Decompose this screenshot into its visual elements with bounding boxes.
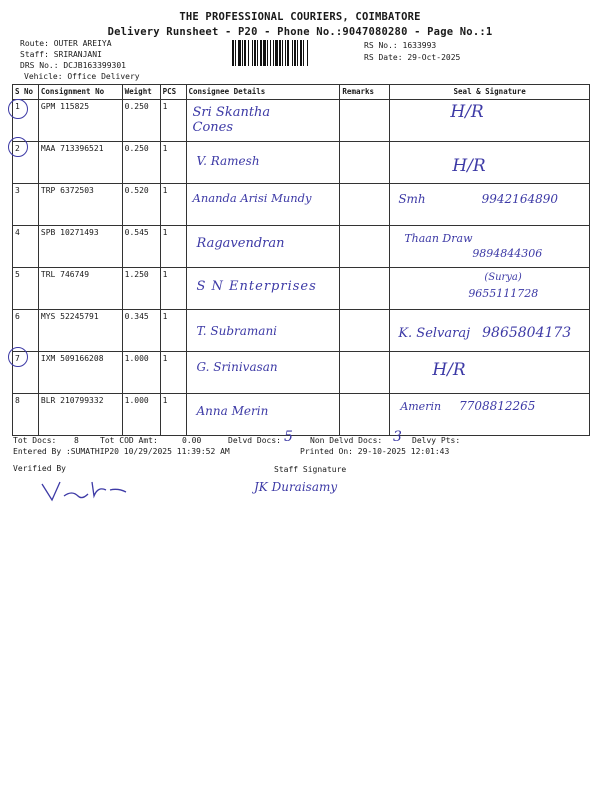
cell-pcs: 1	[160, 142, 186, 184]
signature-handwriting: Smh	[398, 192, 426, 206]
cell-signature	[390, 394, 590, 436]
cell-signature	[390, 268, 590, 310]
verified-signature	[38, 476, 130, 506]
col-consignment: Consignment No	[38, 85, 122, 100]
staff-signature-label: Staff Signature	[274, 465, 347, 474]
cell-remarks	[340, 184, 390, 226]
table-row	[13, 352, 590, 394]
vehicle-label: Vehicle: Office Delivery	[24, 72, 140, 81]
cell-sno: 2	[13, 142, 39, 184]
cell-signature	[390, 226, 590, 268]
table-row	[13, 142, 590, 184]
cell-signature	[390, 100, 590, 142]
consignee-handwriting: Sri Skantha Cones	[192, 105, 271, 135]
signature-handwriting: (Surya)	[484, 272, 522, 283]
cell-sno: 8	[13, 394, 39, 436]
signature-handwriting: H/R	[432, 360, 466, 380]
cell-pcs: 1	[160, 310, 186, 352]
total-docs-value: 8	[74, 436, 79, 445]
cell-consignee	[186, 394, 340, 436]
cell-weight: 1.000	[122, 352, 160, 394]
cell-consignment: MAA 713396521	[38, 142, 122, 184]
total-cod-value: 0.00	[182, 436, 202, 445]
route-label: Route: OUTER AREIYA	[20, 39, 112, 48]
signature-handwriting: Thaan Draw	[404, 232, 473, 245]
phone-handwriting: 9865804173	[482, 325, 572, 341]
table-row	[13, 268, 590, 310]
delivered-docs-value: 5	[284, 429, 293, 445]
cell-pcs: 1	[160, 352, 186, 394]
cell-weight: 0.250	[122, 100, 160, 142]
runsheet-table	[12, 84, 590, 436]
ink-circle-mark	[8, 347, 28, 367]
cell-consignment: TRL 746749	[38, 268, 122, 310]
non-delivered-docs-label: Non Delvd Docs:	[310, 436, 383, 445]
cell-consignee	[186, 142, 340, 184]
col-weight: Weight	[122, 85, 160, 100]
rs-date: RS Date: 29-Oct-2025	[364, 53, 461, 62]
cell-pcs: 1	[160, 226, 186, 268]
cell-consignment: TRP 6372503	[38, 184, 122, 226]
barcode	[232, 40, 356, 66]
drs-number: DRS No.: DCJB163399301	[20, 61, 126, 70]
verified-by-label: Verified By	[13, 464, 66, 473]
cell-remarks	[340, 226, 390, 268]
col-signature: Seal & Signature	[390, 85, 590, 100]
delivery-points-label: Delvy Pts:	[412, 436, 461, 445]
cell-remarks	[340, 268, 390, 310]
col-remarks: Remarks	[340, 85, 390, 100]
staff-signature: JK Duraisamy	[254, 480, 338, 494]
cell-signature	[390, 352, 590, 394]
delivered-docs-label: Delvd Docs:	[228, 436, 281, 445]
signature-handwriting: H/R	[452, 156, 486, 176]
cell-weight: 1.000	[122, 394, 160, 436]
cell-weight: 1.250	[122, 268, 160, 310]
entered-by: Entered By :SUMATHIP20 10/29/2025 11:39:52 AM	[13, 447, 230, 456]
cell-consignee	[186, 268, 340, 310]
rs-number: RS No.: 1633993	[364, 41, 437, 50]
cell-sno: 5	[13, 268, 39, 310]
consignee-handwriting: Anna Merin	[196, 404, 269, 418]
cell-consignee	[186, 184, 340, 226]
cell-consignment: GPM 115825	[38, 100, 122, 142]
phone-handwriting: 9942164890	[481, 192, 558, 206]
signature-handwriting: H/R	[450, 102, 484, 122]
cell-sno: 6	[13, 310, 39, 352]
table-row	[13, 100, 590, 142]
cell-pcs: 1	[160, 268, 186, 310]
cell-remarks	[340, 142, 390, 184]
non-delivered-docs-value: 3	[393, 429, 402, 445]
cell-consignee	[186, 352, 340, 394]
col-pcs: PCS	[160, 85, 186, 100]
consignee-handwriting: S N Enterprises	[196, 279, 317, 294]
cell-remarks	[340, 100, 390, 142]
cell-signature	[390, 184, 590, 226]
cell-signature	[390, 142, 590, 184]
printed-on: Printed On: 29-10-2025 12:01:43	[300, 447, 450, 456]
signature-handwriting: K. Selvaraj	[398, 326, 471, 341]
cell-pcs: 1	[160, 184, 186, 226]
staff-label: Staff: SRIRANJANI	[20, 50, 102, 59]
consignee-handwriting: V. Ramesh	[196, 154, 260, 168]
cell-consignment: IXM 509166208	[38, 352, 122, 394]
cell-weight: 0.250	[122, 142, 160, 184]
cell-consignment: BLR 210799332	[38, 394, 122, 436]
cell-remarks	[340, 310, 390, 352]
cell-weight: 0.345	[122, 310, 160, 352]
company-title: THE PROFESSIONAL COURIERS, COIMBATORE	[179, 11, 421, 23]
cell-weight: 0.520	[122, 184, 160, 226]
cell-remarks	[340, 394, 390, 436]
cell-consignee	[186, 310, 340, 352]
table-row	[13, 310, 590, 352]
table-header	[13, 85, 590, 100]
consignee-handwriting: G. Srinivasan	[196, 360, 278, 374]
cell-consignee	[186, 100, 340, 142]
cell-consignee	[186, 226, 340, 268]
cell-signature	[390, 310, 590, 352]
col-sno: S No	[13, 85, 39, 100]
consignee-handwriting: Ananda Arisi Mundy	[192, 191, 312, 205]
phone-handwriting: 7708812265	[459, 399, 536, 413]
ink-circle-mark	[8, 99, 28, 119]
consignee-handwriting: T. Subramani	[196, 324, 278, 338]
cell-sno: 4	[13, 226, 39, 268]
cell-pcs: 1	[160, 100, 186, 142]
cell-weight: 0.545	[122, 226, 160, 268]
table-row	[13, 184, 590, 226]
phone-handwriting: 9655111728	[468, 287, 539, 300]
cell-sno: 3	[13, 184, 39, 226]
cell-consignment: SPB 10271493	[38, 226, 122, 268]
table-row	[13, 394, 590, 436]
cell-remarks	[340, 352, 390, 394]
signature-handwriting: Amerin	[400, 400, 442, 413]
phone-handwriting: 9894844306	[472, 247, 543, 260]
consignee-handwriting: Ragavendran	[196, 236, 285, 251]
cell-consignment: MYS 52245791	[38, 310, 122, 352]
cell-sno: 1	[13, 100, 39, 142]
table-row	[13, 226, 590, 268]
total-docs-label: Tot Docs:	[13, 436, 57, 445]
cell-pcs: 1	[160, 394, 186, 436]
ink-circle-mark	[8, 137, 28, 157]
total-cod-label: Tot COD Amt:	[100, 436, 158, 445]
col-consignee: Consignee Details	[186, 85, 340, 100]
runsheet-subtitle: Delivery Runsheet - P20 - Phone No.:9047080280 - Page No.:1	[107, 26, 493, 38]
cell-sno: 7	[13, 352, 39, 394]
